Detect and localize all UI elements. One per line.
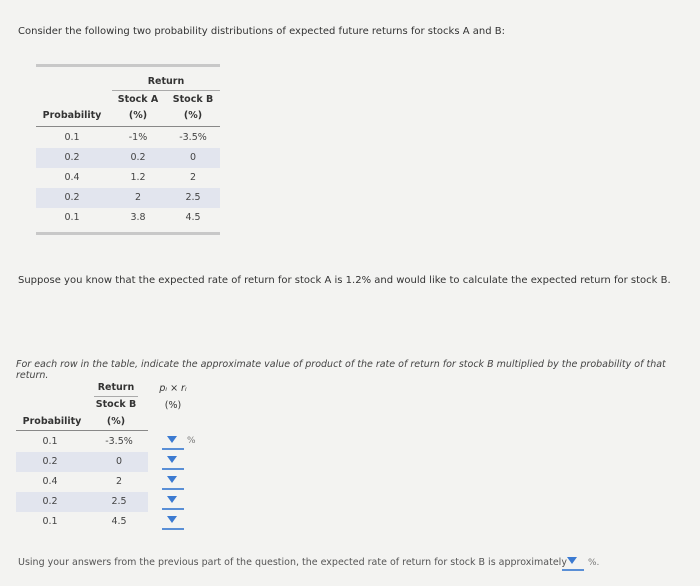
product-dropdown-1[interactable] xyxy=(162,433,184,450)
product-unit: (%) xyxy=(164,400,182,411)
chevron-down-icon xyxy=(167,496,177,503)
stock-a-cell: -1% xyxy=(128,132,148,143)
intro-text: Consider the following two probability distributions of expected future returns for stocks A and B: xyxy=(18,26,505,37)
stock-b-cell: -3.5% xyxy=(179,132,207,143)
stock-b-cell: 0 xyxy=(115,456,123,467)
prob-cell: 0.4 xyxy=(64,172,80,183)
chevron-down-icon xyxy=(167,516,177,523)
stock-a-unit: (%) xyxy=(128,110,148,121)
product-header: pᵢ × rᵢ xyxy=(159,383,187,394)
product-dropdown-3[interactable] xyxy=(162,473,184,490)
table-row xyxy=(16,472,148,492)
stock-b-cell: 2.5 xyxy=(111,496,127,507)
stock-a-cell: 3.8 xyxy=(130,212,146,223)
stock-b-cell: 2 xyxy=(189,172,197,183)
final-question: Using your answers from the previous part of the question, the expected rate of return for stock B is approximately xyxy=(18,557,567,568)
stock-a-cell: 1.2 xyxy=(130,172,146,183)
header-rule-2 xyxy=(16,430,148,431)
table-row xyxy=(36,188,220,208)
stock-b-cell: 2 xyxy=(115,476,123,487)
prob-cell: 0.1 xyxy=(42,516,58,527)
percent-sign: % xyxy=(187,436,196,446)
stock-b-unit-2: (%) xyxy=(106,416,126,427)
table-row xyxy=(36,208,220,228)
chevron-down-icon xyxy=(167,476,177,483)
return-rule xyxy=(112,90,220,91)
prob-cell: 0.4 xyxy=(42,476,58,487)
prob-cell: 0.2 xyxy=(42,496,58,507)
table-bottom-rule xyxy=(36,232,220,235)
header-rule xyxy=(36,126,220,127)
return-rule-2 xyxy=(94,396,138,397)
probability-header: Probability xyxy=(42,110,102,121)
table-row xyxy=(36,128,220,148)
stock-b-unit: (%) xyxy=(183,110,203,121)
table-row xyxy=(16,492,148,512)
expected-return-dropdown[interactable] xyxy=(562,554,584,571)
table-row xyxy=(16,452,148,472)
stock-b-cell: 0 xyxy=(189,152,197,163)
prob-cell: 0.1 xyxy=(42,436,58,447)
stock-b-cell: -3.5% xyxy=(105,436,133,447)
table-row xyxy=(16,512,148,532)
stock-a-cell: 2 xyxy=(134,192,142,203)
stock-b-header-2: Stock B xyxy=(95,399,137,410)
table-row xyxy=(36,168,220,188)
chevron-down-icon xyxy=(567,557,577,564)
stock-a-cell: 0.2 xyxy=(130,152,146,163)
stock-b-cell: 2.5 xyxy=(185,192,201,203)
stock-b-cell: 4.5 xyxy=(185,212,201,223)
final-percent-sign: %. xyxy=(588,558,600,568)
table-top-rule xyxy=(36,64,220,67)
prob-cell: 0.1 xyxy=(64,212,80,223)
return-header-2: Return xyxy=(97,382,135,393)
prob-cell: 0.2 xyxy=(64,152,80,163)
table-row xyxy=(36,148,220,168)
stock-b-header: Stock B xyxy=(172,94,214,105)
chevron-down-icon xyxy=(167,436,177,443)
product-dropdown-4[interactable] xyxy=(162,493,184,510)
middle-text: Suppose you know that the expected rate of return for stock A is 1.2% and would like to calculate the expected return for stock B. xyxy=(18,275,671,286)
prob-cell: 0.1 xyxy=(64,132,80,143)
product-dropdown-5[interactable] xyxy=(162,513,184,530)
prob-cell: 0.2 xyxy=(42,456,58,467)
prompt-text: For each row in the table, indicate the approximate value of product of the rate of return for stock B multiplied by the probability of that return. xyxy=(16,359,666,381)
probability-header-2: Probability xyxy=(22,416,82,427)
stock-b-cell: 4.5 xyxy=(111,516,127,527)
chevron-down-icon xyxy=(167,456,177,463)
stock-a-header: Stock A xyxy=(117,94,159,105)
table-row xyxy=(16,432,148,452)
product-dropdown-2[interactable] xyxy=(162,453,184,470)
prob-cell: 0.2 xyxy=(64,192,80,203)
return-header: Return xyxy=(147,76,185,87)
